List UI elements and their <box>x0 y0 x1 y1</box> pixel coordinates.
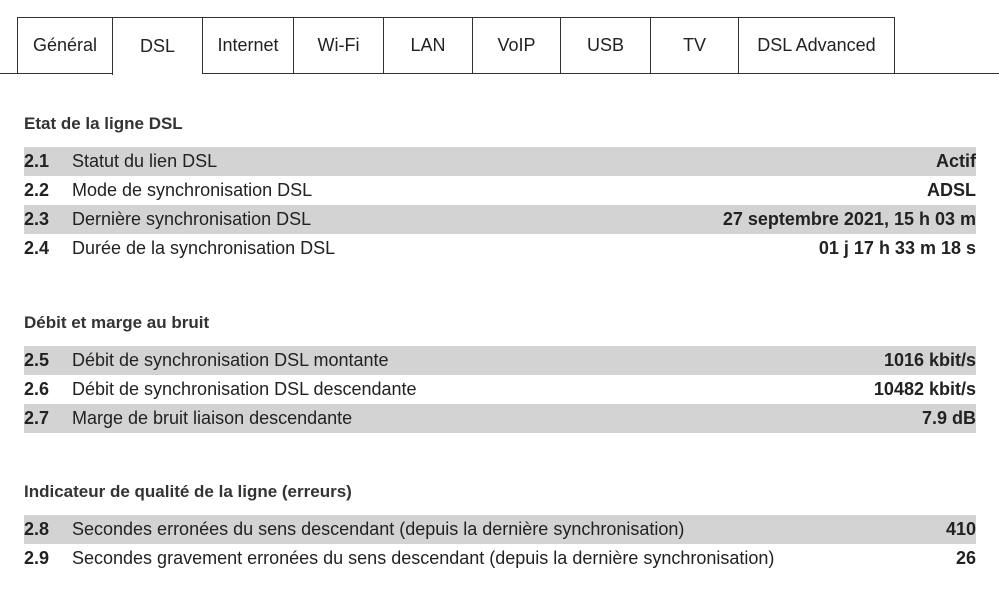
row-number: 2.5 <box>24 350 50 370</box>
tab-dsl-advanced[interactable]: DSL Advanced <box>738 17 895 73</box>
row-value: 7.9 dB <box>921 408 976 428</box>
tab-bar <box>0 0 999 75</box>
tab-tv[interactable]: TV <box>650 17 738 73</box>
row-label: Marge de bruit liaison descendante <box>72 408 353 428</box>
tab-dsl[interactable]: DSL <box>112 17 202 75</box>
tab-lan[interactable]: LAN <box>383 17 472 73</box>
table-row <box>24 205 976 234</box>
row-number: 2.2 <box>24 180 50 200</box>
row-value: 26 <box>955 548 976 568</box>
table-row <box>24 404 976 433</box>
row-label: Secondes erronées du sens descendant (depuis la dernière synchronisation) <box>72 519 685 539</box>
row-value: 1016 kbit/s <box>883 350 976 370</box>
row-label: Débit de synchronisation DSL montante <box>72 350 389 370</box>
row-label: Mode de synchronisation DSL <box>72 180 313 200</box>
row-number: 2.3 <box>24 209 50 229</box>
table-row <box>24 515 976 544</box>
tab-usb[interactable]: USB <box>560 17 650 73</box>
row-number: 2.1 <box>24 151 50 171</box>
table-row <box>24 544 976 573</box>
tab-internet[interactable]: Internet <box>202 17 293 73</box>
row-value: 410 <box>945 519 976 539</box>
table-row <box>24 147 976 176</box>
table-row <box>24 176 976 205</box>
row-label: Durée de la synchronisation DSL <box>72 238 336 258</box>
row-label: Secondes gravement erronées du sens descendant (depuis la dernière synchronisation) <box>72 548 775 568</box>
row-value: 27 septembre 2021, 15 h 03 m <box>722 209 976 229</box>
tab-wifi[interactable]: Wi-Fi <box>293 17 383 73</box>
table-row <box>24 375 976 404</box>
row-value: 01 j 17 h 33 m 18 s <box>818 238 976 258</box>
row-number: 2.9 <box>24 548 50 568</box>
row-value: Actif <box>936 151 976 171</box>
section-title-debit-marge: Débit et marge au bruit <box>24 313 210 332</box>
row-number: 2.4 <box>24 238 50 258</box>
row-value: ADSL <box>927 180 976 200</box>
tab-general[interactable]: Général <box>17 17 112 73</box>
table-row <box>24 234 976 263</box>
row-label: Statut du lien DSL <box>72 151 218 171</box>
table-row <box>24 346 976 375</box>
row-number: 2.6 <box>24 379 50 399</box>
row-number: 2.7 <box>24 408 50 428</box>
tab-voip[interactable]: VoIP <box>472 17 560 73</box>
row-value: 10482 kbit/s <box>873 379 976 399</box>
row-label: Débit de synchronisation DSL descendante <box>72 379 417 399</box>
section-title-qualite-ligne: Indicateur de qualité de la ligne (erreurs) <box>24 482 352 501</box>
row-number: 2.8 <box>24 519 50 539</box>
row-label: Dernière synchronisation DSL <box>72 209 312 229</box>
section-title-etat-ligne: Etat de la ligne DSL <box>24 114 183 133</box>
